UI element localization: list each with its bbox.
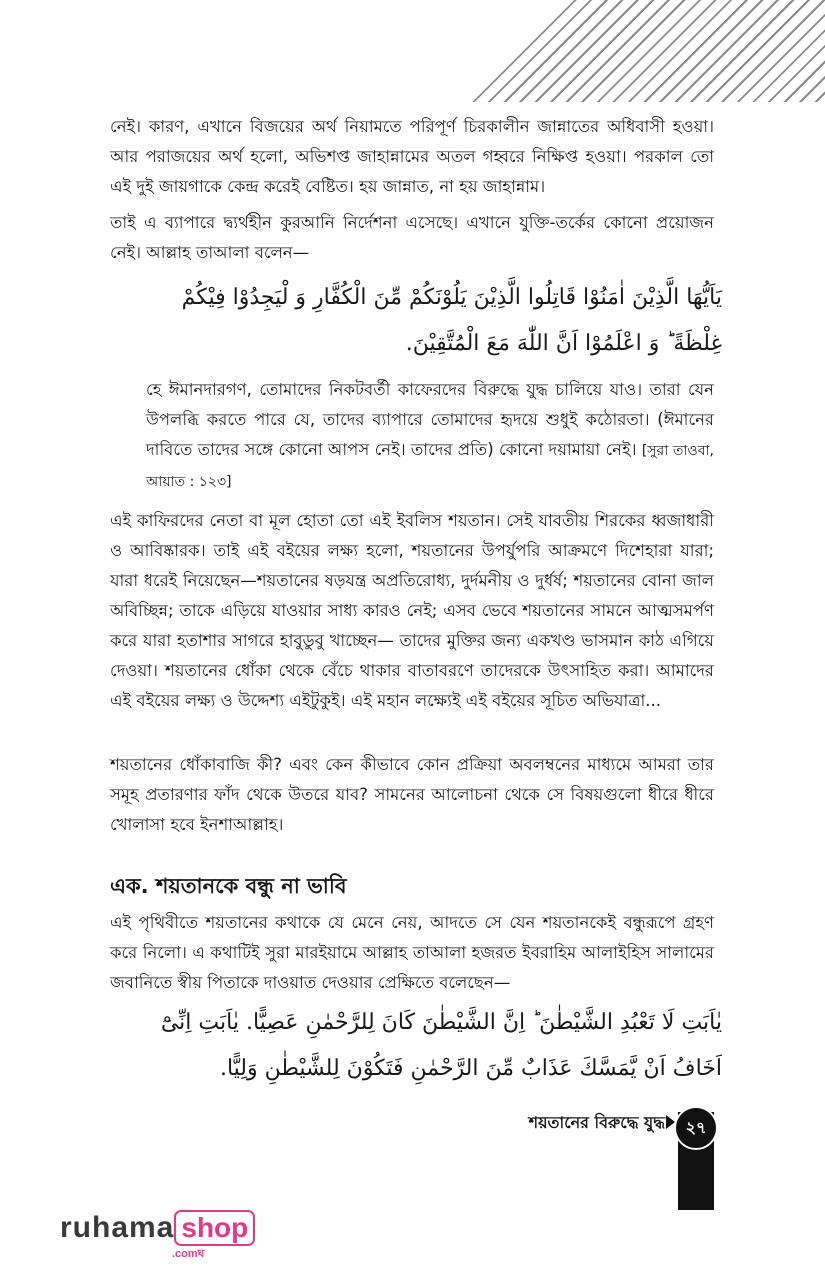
arabic-verse-2-line-1: يٰاَبَتِ لَا تَعْبُدِ الشَّيْطٰنَ ؕ اِنَّ الشَّيْطٰنَ كَانَ لِلرَّحْمٰنِ عَصِيًّا. يٰاَبَتِ اِنِّىْٓ (160, 1010, 722, 1035)
paragraph-1: নেই। কারণ, এখানে বিজয়ের অর্থ নিয়ামতে পরিপূর্ণ চিরকালীন জান্নাতের অধিবাসী হওয়া। আর পরাজয়ের অর্থ হলো, অভিশপ্ত জাহান্নামের অতল গহ্বরে নিক্ষিপ্ত হওয়া। পরকাল তো এই দুই জায়গাকে কেন্দ্র করেই বেষ্টিত। হয় জান্নাত, না হয় জাহান্নাম। (110, 117, 714, 196)
quote-text: হে ঈমানদারগণ, তোমাদের নিকটবর্তী কাফেরদের বিরুদ্ধে যুদ্ধ চালিয়ে যাও। তারা যেন উপলব্ধি করতে পারে যে, তাদের ব্যাপারে তোমাদের হৃদয়ে শুধুই কঠোরতা। (ঈমানের দাবিতে তাদের সঙ্গে কোনো আপস নেই। তাদের প্রতি) কোনো দয়ামায়া নেই। (146, 380, 714, 459)
running-footer-title: শয়তানের বিরুদ্ধে যুদ্ধ (528, 1113, 665, 1132)
quote-reference: [সুরা তাওবা, আয়াত : ১২৩] (146, 443, 715, 490)
corner-stripes-decoration (468, 0, 825, 102)
logo-text-shop: shop (174, 1210, 255, 1246)
site-watermark-logo (60, 1210, 255, 1260)
logo-text-com: .comঘ (172, 1248, 205, 1260)
paragraph-5: এই পৃথিবীতে শয়তানের কথাকে যে মেনে নেয়, আদতে সে যেন শয়তানকেই বন্ধুরূপে গ্রহণ করে নিলো। এ কথাটিই সুরা মারইয়ামে আল্লাহ তাআলা হজরত ইবরাহিম আলাইহিস সালামের জবানিতে স্বীয় পিতাকে দাওয়াত দেওয়ার প্রেক্ষিতে বলেছেন— (110, 913, 714, 992)
paragraph-2: তাই এ ব্যাপারে দ্ব্যর্থহীন কুরআনি নির্দেশনা এসেছে। এখানে যুক্তি-তর্কের কোনো প্রয়োজন নেই। আল্লাহ তাআলা বলেন— (110, 213, 714, 262)
arabic-verse-2-line-2: اَخَافُ اَنْ يَّمَسَّكَ عَذَابٌ مِّنَ الرَّحْمٰنِ فَتَكُوْنَ لِلشَّيْطٰنِ وَلِيًّا. (219, 1056, 722, 1081)
section-heading: এক. শয়তানকে বন্ধু না ভাবি (110, 874, 347, 898)
translation-quote (146, 375, 714, 497)
arabic-verse-1-line-2: غِلْظَةً ؕ وَ اعْلَمُوْا اَنَّ اللّٰهَ مَعَ الْمُتَّقِيْنَ. (405, 331, 722, 356)
paragraph-4: শয়তানের ধোঁকাবাজি কী? এবং কেন কীভাবে কোন প্রক্রিয়া অবলম্বনের মাধ্যমে আমরা তার সমূহ প্রতারণার ফাঁদ থেকে উতরে যাব? সামনের আলোচনা থেকে সে বিষয়গুলো ধীরে ধীরে খোলাসা হবে ইনশাআল্লাহ। (110, 755, 714, 834)
logo-text-ruhama: ruhama (60, 1211, 175, 1244)
arabic-verse-1-line-1: يَاَيُّهَا الَّذِيْنَ اٰمَنُوْا قَاتِلُوا الَّذِيْنَ يَلُوْنَكُمْ مِّنَ الْكُفَّارِ وَ لْيَجِدُوْا فِيْكُمْ (181, 285, 722, 310)
paragraph-3: এই কাফিরদের নেতা বা মূল হোতা তো এই ইবলিস শয়তান। সেই যাবতীয় শিরকের ধ্বজাধারী ও আবিষ্কারক। তাই এই বইয়ের লক্ষ্য হলো, শয়তানের উপর্যুপরি আক্রমণে দিশেহারা যারা; যারা ধরেই নিয়েছেন—শয়তানের ষড়যন্ত্র অপ্রতিরোধ্য, দুর্দমনীয় ও দুর্ধর্ষ; শয়তানের বোনা জাল অবিচ্ছিন্ন; তাকে এড়িয়ে যাওয়ার সাধ্য কারও নেই; এসব ভেবে শয়তানের সামনে আত্মসমর্পণ করে যারা হতাশার সাগরে হাবুডুবু খাচ্ছেন— তাদের মুক্তির জন্য একখণ্ড ভাসমান কাঠ এগিয়ে দেওয়া। শয়তানের ধোঁকা থেকে বেঁচে থাকার বাতাবরণে তাদেরকে উৎসাহিত করা। আমাদের এই বইয়ের লক্ষ্য ও উদ্দেশ্য এইটুকুই। এই মহান লক্ষ্যেই এই বইয়ের সূচিত অভিযাত্রা... (110, 511, 714, 710)
page-number: ২৭ (674, 1106, 718, 1150)
